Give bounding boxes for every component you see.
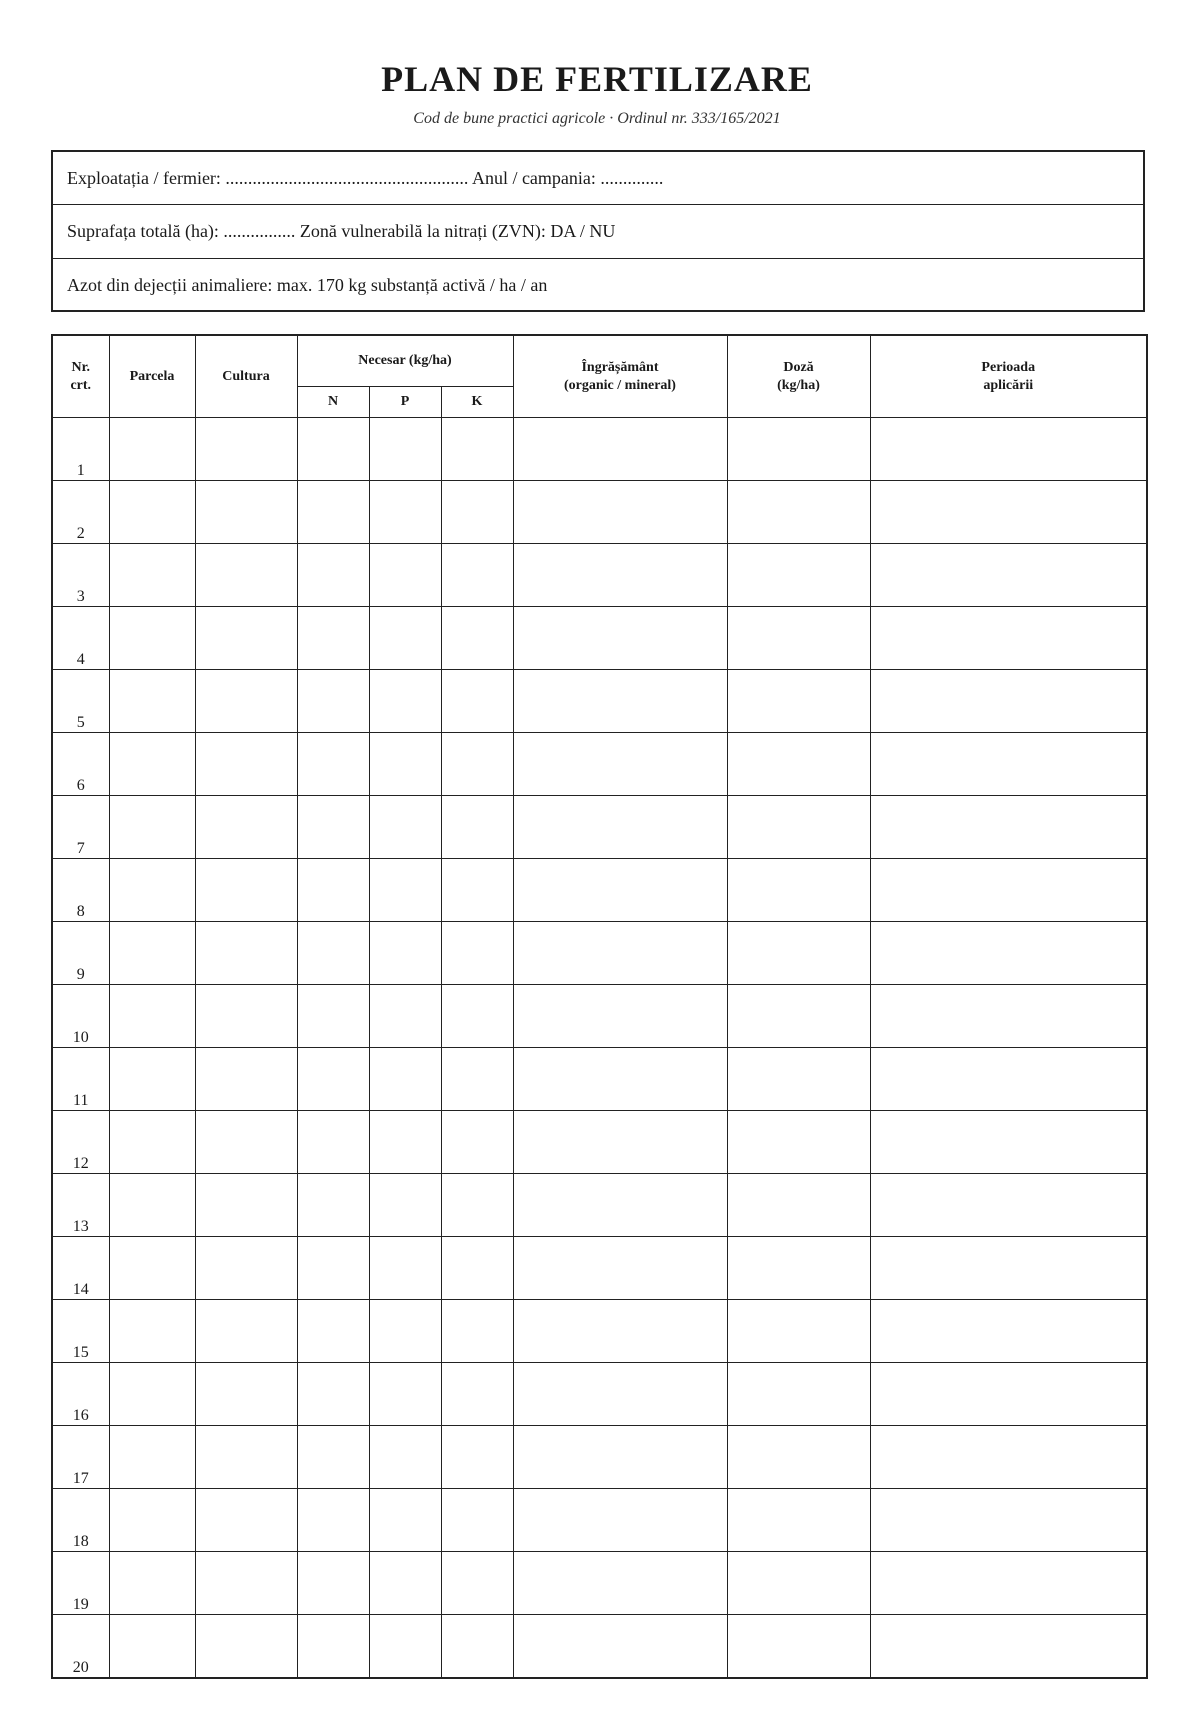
n-cell[interactable] xyxy=(297,1237,369,1300)
header-perioada-line1: Perioada xyxy=(981,359,1036,375)
perioada-cell[interactable] xyxy=(870,1300,1147,1363)
n-cell[interactable] xyxy=(297,733,369,796)
n-cell[interactable] xyxy=(297,859,369,922)
cultura-cell[interactable] xyxy=(195,1048,297,1111)
cultura-cell[interactable] xyxy=(195,544,297,607)
perioada-cell[interactable] xyxy=(870,607,1147,670)
parcela-cell[interactable] xyxy=(109,544,195,607)
n-cell[interactable] xyxy=(297,607,369,670)
doza-cell[interactable] xyxy=(727,922,870,985)
n-cell[interactable] xyxy=(297,796,369,859)
perioada-cell[interactable] xyxy=(870,859,1147,922)
n-cell[interactable] xyxy=(297,481,369,544)
ingrasamant-cell[interactable] xyxy=(513,418,727,481)
table-row xyxy=(52,1363,1147,1426)
header-perioada xyxy=(870,335,1147,418)
ingrasamant-cell[interactable] xyxy=(513,670,727,733)
p-cell[interactable] xyxy=(369,670,441,733)
k-cell[interactable] xyxy=(441,1174,513,1237)
page-title: PLAN DE FERTILIZARE xyxy=(381,59,813,99)
n-cell[interactable] xyxy=(297,1615,369,1679)
row-number: 14 xyxy=(52,1237,109,1300)
parcela-cell[interactable] xyxy=(109,1489,195,1552)
parcela-cell[interactable] xyxy=(109,733,195,796)
ingrasamant-cell[interactable] xyxy=(513,733,727,796)
doza-cell[interactable] xyxy=(727,859,870,922)
table-row xyxy=(52,1048,1147,1111)
k-cell[interactable] xyxy=(441,418,513,481)
k-cell[interactable] xyxy=(441,1426,513,1489)
table-row xyxy=(52,796,1147,859)
n-cell[interactable] xyxy=(297,922,369,985)
header-nr-line2: crt. xyxy=(70,377,92,393)
info-row-nitrogen: Azot din dejecții animaliere: max. 170 kg substanță activă / ha / an xyxy=(67,274,548,295)
k-cell[interactable] xyxy=(441,1615,513,1679)
doza-cell[interactable] xyxy=(727,544,870,607)
doza-cell[interactable] xyxy=(727,1615,870,1679)
doza-cell[interactable] xyxy=(727,1237,870,1300)
doza-cell[interactable] xyxy=(727,1363,870,1426)
row-number: 2 xyxy=(52,481,109,544)
parcela-cell[interactable] xyxy=(109,481,195,544)
parcela-cell[interactable] xyxy=(109,1048,195,1111)
row-number: 11 xyxy=(52,1048,109,1111)
p-cell[interactable] xyxy=(369,418,441,481)
header-cultura: Cultura xyxy=(195,335,297,418)
cultura-cell[interactable] xyxy=(195,1237,297,1300)
perioada-cell[interactable] xyxy=(870,796,1147,859)
header-perioada-line2: aplicării xyxy=(983,377,1034,393)
table-row xyxy=(52,670,1147,733)
k-cell[interactable] xyxy=(441,1048,513,1111)
doza-cell[interactable] xyxy=(727,985,870,1048)
cultura-cell[interactable] xyxy=(195,1426,297,1489)
table-row xyxy=(52,859,1147,922)
k-cell[interactable] xyxy=(441,1363,513,1426)
header-n: N xyxy=(297,387,369,418)
p-cell[interactable] xyxy=(369,1237,441,1300)
row-number: 15 xyxy=(52,1300,109,1363)
perioada-cell[interactable] xyxy=(870,481,1147,544)
header-doza xyxy=(727,335,870,418)
n-cell[interactable] xyxy=(297,1489,369,1552)
cultura-cell[interactable] xyxy=(195,1552,297,1615)
table-row xyxy=(52,1300,1147,1363)
p-cell[interactable] xyxy=(369,733,441,796)
n-cell[interactable] xyxy=(297,1426,369,1489)
n-cell[interactable] xyxy=(297,1048,369,1111)
parcela-cell[interactable] xyxy=(109,670,195,733)
k-cell[interactable] xyxy=(441,796,513,859)
table-row xyxy=(52,607,1147,670)
ingrasamant-cell[interactable] xyxy=(513,1048,727,1111)
parcela-cell[interactable] xyxy=(109,796,195,859)
row-number: 19 xyxy=(52,1552,109,1615)
k-cell[interactable] xyxy=(441,1237,513,1300)
cultura-cell[interactable] xyxy=(195,922,297,985)
header-doza-line1: Doză xyxy=(783,359,814,375)
ingrasamant-cell[interactable] xyxy=(513,796,727,859)
cultura-cell[interactable] xyxy=(195,1489,297,1552)
ingrasamant-cell[interactable] xyxy=(513,607,727,670)
table-body xyxy=(52,418,1147,1679)
header-ingrasamant-line1: Îngrășământ xyxy=(581,359,659,375)
ingrasamant-cell[interactable] xyxy=(513,1174,727,1237)
parcela-cell[interactable] xyxy=(109,922,195,985)
parcela-cell[interactable] xyxy=(109,985,195,1048)
doza-cell[interactable] xyxy=(727,1300,870,1363)
row-number: 4 xyxy=(52,607,109,670)
table-row xyxy=(52,1426,1147,1489)
ingrasamant-cell[interactable] xyxy=(513,922,727,985)
row-number: 5 xyxy=(52,670,109,733)
p-cell[interactable] xyxy=(369,1615,441,1679)
parcela-cell[interactable] xyxy=(109,1111,195,1174)
doza-cell[interactable] xyxy=(727,1174,870,1237)
cultura-cell[interactable] xyxy=(195,1111,297,1174)
row-number: 9 xyxy=(52,922,109,985)
perioada-cell[interactable] xyxy=(870,1363,1147,1426)
ingrasamant-cell[interactable] xyxy=(513,544,727,607)
ingrasamant-cell[interactable] xyxy=(513,985,727,1048)
parcela-cell[interactable] xyxy=(109,1300,195,1363)
k-cell[interactable] xyxy=(441,1300,513,1363)
table-row xyxy=(52,985,1147,1048)
doza-cell[interactable] xyxy=(727,1048,870,1111)
header-parcela: Parcela xyxy=(109,335,195,418)
p-cell[interactable] xyxy=(369,796,441,859)
parcela-cell[interactable] xyxy=(109,859,195,922)
row-number: 8 xyxy=(52,859,109,922)
n-cell[interactable] xyxy=(297,1111,369,1174)
p-cell[interactable] xyxy=(369,481,441,544)
perioada-cell[interactable] xyxy=(870,1615,1147,1679)
perioada-cell[interactable] xyxy=(870,1237,1147,1300)
doza-cell[interactable] xyxy=(727,1111,870,1174)
table-row xyxy=(52,1174,1147,1237)
n-cell[interactable] xyxy=(297,1363,369,1426)
doza-cell[interactable] xyxy=(727,733,870,796)
p-cell[interactable] xyxy=(369,1363,441,1426)
parcela-cell[interactable] xyxy=(109,1426,195,1489)
p-cell[interactable] xyxy=(369,1300,441,1363)
ingrasamant-cell[interactable] xyxy=(513,481,727,544)
perioada-cell[interactable] xyxy=(870,1489,1147,1552)
ingrasamant-cell[interactable] xyxy=(513,1363,727,1426)
n-cell[interactable] xyxy=(297,985,369,1048)
ingrasamant-cell[interactable] xyxy=(513,1426,727,1489)
row-number: 1 xyxy=(52,418,109,481)
parcela-cell[interactable] xyxy=(109,1363,195,1426)
cultura-cell[interactable] xyxy=(195,1363,297,1426)
p-cell[interactable] xyxy=(369,1489,441,1552)
ingrasamant-cell[interactable] xyxy=(513,1300,727,1363)
perioada-cell[interactable] xyxy=(870,922,1147,985)
farm-info-box xyxy=(51,150,1145,312)
row-number: 7 xyxy=(52,796,109,859)
perioada-cell[interactable] xyxy=(870,1048,1147,1111)
table-row xyxy=(52,1489,1147,1552)
table-row xyxy=(52,1615,1147,1679)
doza-cell[interactable] xyxy=(727,1426,870,1489)
cultura-cell[interactable] xyxy=(195,418,297,481)
n-cell[interactable] xyxy=(297,544,369,607)
table-row xyxy=(52,922,1147,985)
n-cell[interactable] xyxy=(297,1552,369,1615)
p-cell[interactable] xyxy=(369,985,441,1048)
doza-cell[interactable] xyxy=(727,796,870,859)
p-cell[interactable] xyxy=(369,1552,441,1615)
parcela-cell[interactable] xyxy=(109,418,195,481)
p-cell[interactable] xyxy=(369,1111,441,1174)
k-cell[interactable] xyxy=(441,859,513,922)
row-number: 10 xyxy=(52,985,109,1048)
doza-cell[interactable] xyxy=(727,1552,870,1615)
table-row xyxy=(52,1552,1147,1615)
k-cell[interactable] xyxy=(441,922,513,985)
doza-cell[interactable] xyxy=(727,670,870,733)
cultura-cell[interactable] xyxy=(195,481,297,544)
perioada-cell[interactable] xyxy=(870,544,1147,607)
k-cell[interactable] xyxy=(441,1111,513,1174)
row-number: 3 xyxy=(52,544,109,607)
ingrasamant-cell[interactable] xyxy=(513,1237,727,1300)
cultura-cell[interactable] xyxy=(195,985,297,1048)
ingrasamant-cell[interactable] xyxy=(513,1615,727,1679)
info-row-farmer: Exploatația / fermier: ...................................................... Anul / campania: .............. xyxy=(53,152,1143,205)
perioada-cell[interactable] xyxy=(870,1426,1147,1489)
p-cell[interactable] xyxy=(369,859,441,922)
page-subtitle: Cod de bune practici agricole · Ordinul nr. 333/165/2021 xyxy=(413,110,781,127)
k-cell[interactable] xyxy=(441,607,513,670)
k-cell[interactable] xyxy=(441,1489,513,1552)
n-cell[interactable] xyxy=(297,418,369,481)
header-k: K xyxy=(441,387,513,418)
p-cell[interactable] xyxy=(369,1174,441,1237)
table-row xyxy=(52,733,1147,796)
cultura-cell[interactable] xyxy=(195,859,297,922)
ingrasamant-cell[interactable] xyxy=(513,1111,727,1174)
perioada-cell[interactable] xyxy=(870,1111,1147,1174)
row-number: 20 xyxy=(52,1615,109,1679)
header-ingrasamant-line2: (organic / mineral) xyxy=(564,377,676,393)
cultura-cell[interactable] xyxy=(195,1174,297,1237)
cultura-cell[interactable] xyxy=(195,733,297,796)
header-nr-crt xyxy=(52,335,109,418)
n-cell[interactable] xyxy=(297,670,369,733)
perioada-cell[interactable] xyxy=(870,1552,1147,1615)
k-cell[interactable] xyxy=(441,544,513,607)
perioada-cell[interactable] xyxy=(870,1174,1147,1237)
ingrasamant-cell[interactable] xyxy=(513,1552,727,1615)
row-number: 12 xyxy=(52,1111,109,1174)
perioada-cell[interactable] xyxy=(870,985,1147,1048)
parcela-cell[interactable] xyxy=(109,1615,195,1679)
perioada-cell[interactable] xyxy=(870,733,1147,796)
parcela-cell[interactable] xyxy=(109,607,195,670)
doza-cell[interactable] xyxy=(727,418,870,481)
cultura-cell[interactable] xyxy=(195,1615,297,1679)
cultura-cell[interactable] xyxy=(195,796,297,859)
parcela-cell[interactable] xyxy=(109,1174,195,1237)
header-nr-line1: Nr. xyxy=(71,359,91,375)
header-doza-line2: (kg/ha) xyxy=(777,377,820,393)
parcela-cell[interactable] xyxy=(109,1552,195,1615)
info-row-area: Suprafața totală (ha): ................ Zonă vulnerabilă la nitrați (ZVN): DA / NU xyxy=(53,205,1143,258)
header-necesar: Necesar (kg/ha) xyxy=(297,335,513,387)
ingrasamant-cell[interactable] xyxy=(513,859,727,922)
row-number: 6 xyxy=(52,733,109,796)
p-cell[interactable] xyxy=(369,1426,441,1489)
p-cell[interactable] xyxy=(369,922,441,985)
k-cell[interactable] xyxy=(441,1552,513,1615)
n-cell[interactable] xyxy=(297,1300,369,1363)
parcela-cell[interactable] xyxy=(109,1237,195,1300)
table-row xyxy=(52,544,1147,607)
doza-cell[interactable] xyxy=(727,607,870,670)
table-row xyxy=(52,1111,1147,1174)
table-row xyxy=(52,481,1147,544)
perioada-cell[interactable] xyxy=(870,670,1147,733)
row-number: 18 xyxy=(52,1489,109,1552)
header-p: P xyxy=(369,387,441,418)
row-number: 17 xyxy=(52,1426,109,1489)
table-row xyxy=(52,418,1147,481)
p-cell[interactable] xyxy=(369,544,441,607)
doza-cell[interactable] xyxy=(727,481,870,544)
k-cell[interactable] xyxy=(441,985,513,1048)
p-cell[interactable] xyxy=(369,607,441,670)
k-cell[interactable] xyxy=(441,733,513,796)
p-cell[interactable] xyxy=(369,1048,441,1111)
row-number: 16 xyxy=(52,1363,109,1426)
row-number: 13 xyxy=(52,1174,109,1237)
cultura-cell[interactable] xyxy=(195,607,297,670)
k-cell[interactable] xyxy=(441,670,513,733)
k-cell[interactable] xyxy=(441,481,513,544)
doza-cell[interactable] xyxy=(727,1489,870,1552)
n-cell[interactable] xyxy=(297,1174,369,1237)
cultura-cell[interactable] xyxy=(195,1300,297,1363)
ingrasamant-cell[interactable] xyxy=(513,1489,727,1552)
fertilization-table xyxy=(51,334,1148,1679)
perioada-cell[interactable] xyxy=(870,418,1147,481)
cultura-cell[interactable] xyxy=(195,670,297,733)
header-ingrasamant xyxy=(513,335,727,418)
table-row xyxy=(52,1237,1147,1300)
